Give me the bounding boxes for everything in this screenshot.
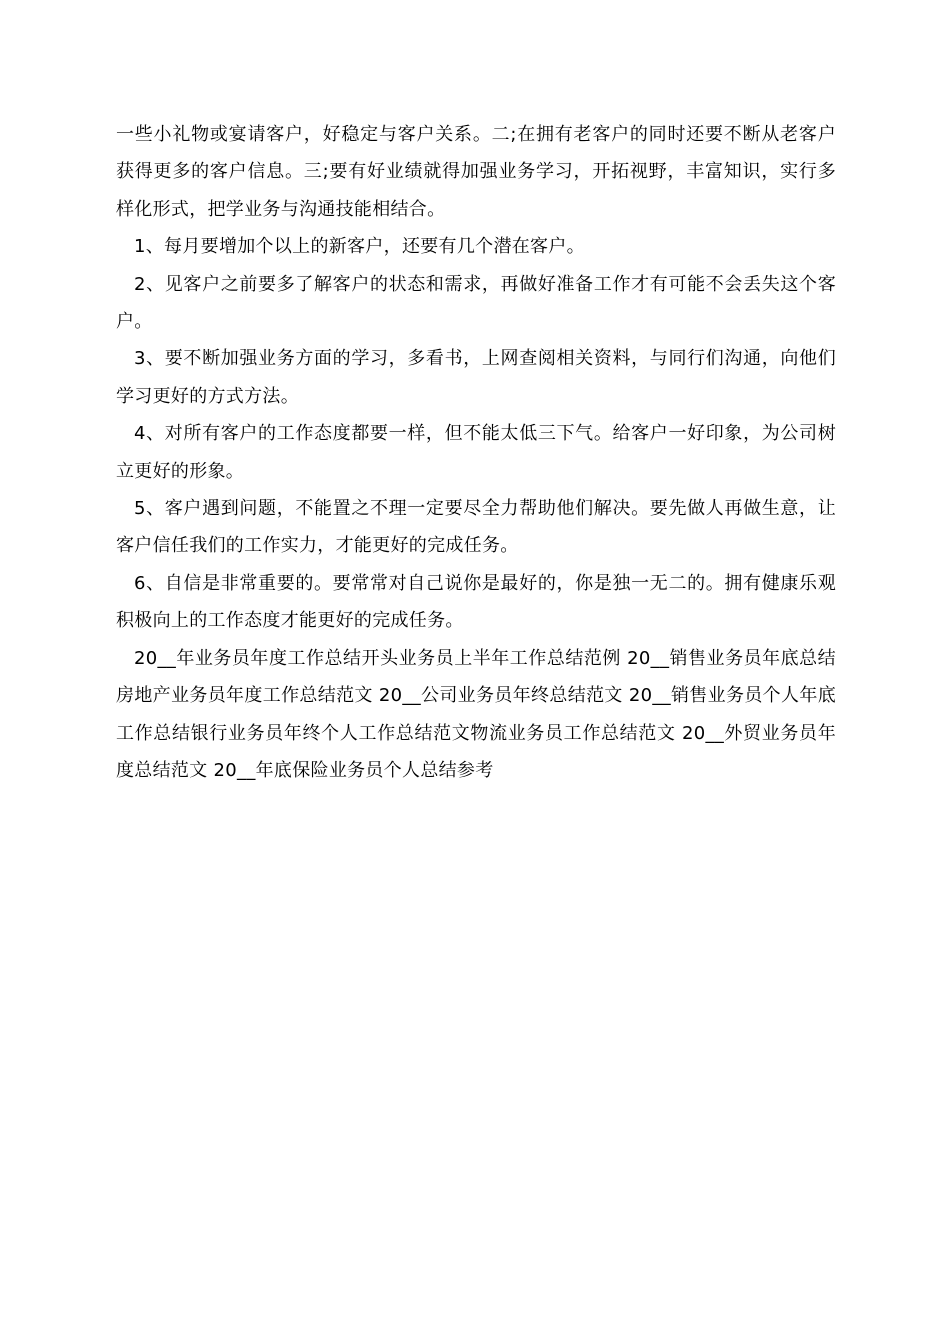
paragraph-item-5: 5、客户遇到问题，不能置之不理一定要尽全力帮助他们解决。要先做人再做生意，让客户信任我们的工作实力，才能更好的完成任务。 <box>116 498 836 557</box>
paragraph-intro: 一些小礼物或宴请客户，好稳定与客户关系。二;在拥有老客户的同时还要不断从老客户获得更多的客户信息。三;要有好业绩就得加强业务学习，开拓视野，丰富知识，实行多样化形式，把学业务与沟通技能相结合。 <box>116 124 836 220</box>
paragraph-item-6: 6、自信是非常重要的。要常常对自己说你是最好的，你是独一无二的。拥有健康乐观积极向上的工作态度才能更好的完成任务。 <box>116 572 836 632</box>
paragraph-item-3: 3、要不断加强业务方面的学习，多看书，上网查阅相关资料，与同行们沟通，向他们学习更好的方式方法。 <box>116 348 836 407</box>
document-page <box>116 116 836 789</box>
paragraph-item-2: 2、见客户之前要多了解客户的状态和需求，再做好准备工作才有可能不会丢失这个客户。 <box>116 273 836 333</box>
paragraph-item-1: 1、每月要增加个以上的新客户，还要有几个潜在客户。 <box>134 236 585 258</box>
related-articles-paragraph: 20__年业务员年度工作总结开头业务员上半年工作总结范例 20__销售业务员年底总结房地产业务员年度工作总结范文 20__公司业务员年终总结范文 20__销售业务员个人年底工作总结银行业务员年终个人工作总结范文物流业务员工作总结范文 20__外贸业务员年度总结范文 20__年底保险业务员个人总结参考 <box>116 647 836 781</box>
paragraph-item-4: 4、对所有客户的工作态度都要一样，但不能太低三下气。给客户一好印象，为公司树立更好的形象。 <box>116 423 836 482</box>
